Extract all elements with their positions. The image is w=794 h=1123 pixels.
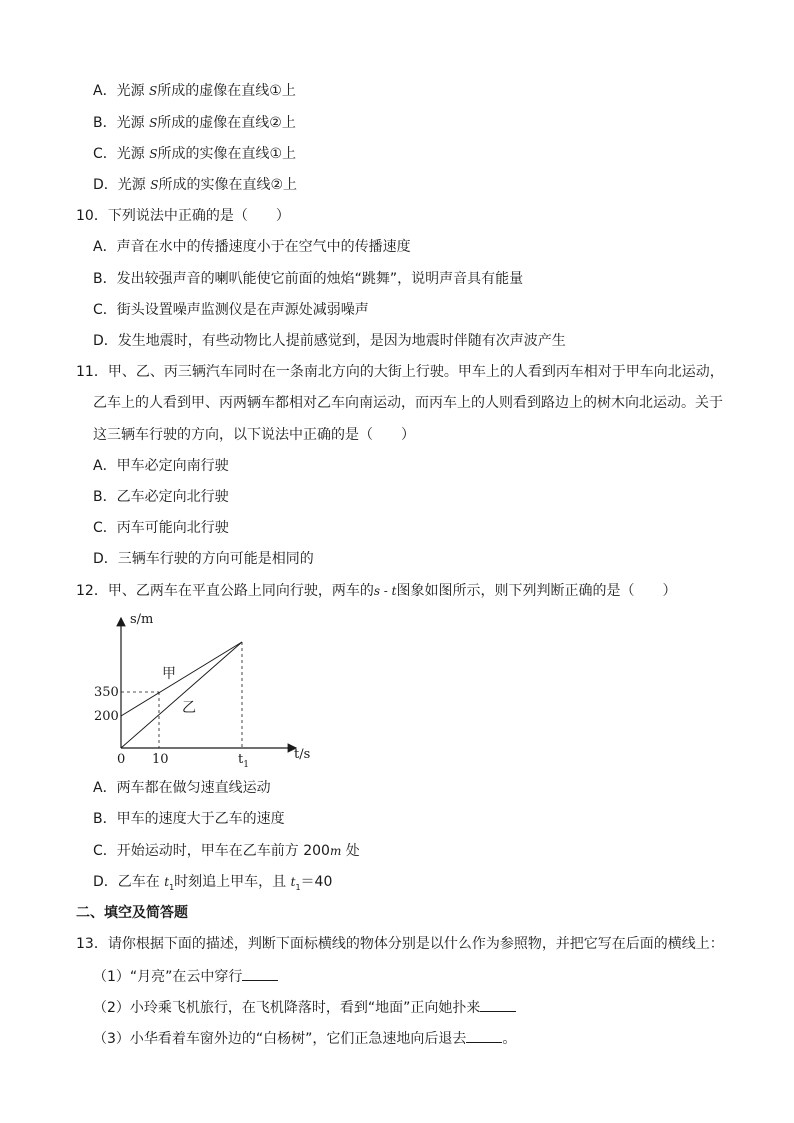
q13-item-2: （2）小玲乘飞机旅行，在飞机降落时，看到“地面”正向她扑来 (93, 997, 516, 1018)
section-heading: 二、填空及简答题 (76, 905, 188, 921)
answer-blank-1[interactable] (242, 966, 278, 981)
q11-option-d: D．三辆车行驶的方向可能是相同的 (93, 551, 314, 567)
q9-option-c: C．光源 S所成的实像在直线①上 (93, 146, 297, 162)
q9-option-d: D．光源 S所成的实像在直线②上 (93, 177, 298, 193)
answer-blank-3[interactable] (466, 1028, 502, 1043)
y-tick-350: 350 (94, 685, 119, 700)
q13-item-1: （1）“月亮”在云中穿行 (93, 966, 278, 987)
q11-stem-line-3: 这三辆车行驶的方向，以下说法中正确的是（ ） (93, 427, 415, 443)
x-tick-t1: $t_1$ (238, 752, 249, 770)
x-tick-10: 10 (152, 752, 169, 767)
q10-option-c: C．街头设置噪声监测仪是在声源处减弱噪声 (93, 302, 369, 318)
q12-stem: 12．甲、乙两车在平直公路上同向行驶，两车的s - t图象如图所示，则下列判断正确的是（ ） (76, 583, 677, 599)
q12-option-b: B．甲车的速度大于乙车的速度 (93, 811, 285, 827)
q11-option-a: A．甲车必定向南行驶 (93, 458, 229, 474)
q13-item-3: （3）小华看着车窗外边的“白杨树”，它们正急速地向后退去 。 (93, 1028, 516, 1049)
q11-option-c: C．丙车可能向北行驶 (93, 520, 229, 536)
q9-option-a: A．光源 S所成的虚像在直线①上 (93, 83, 296, 99)
q10-stem: 10．下列说法中正确的是（ ） (76, 208, 290, 224)
q11-stem-line-1: 11．甲、乙、丙三辆汽车同时在一条南北方向的大街上行驶。甲车上的人看到丙车相对于甲车向北运动， (76, 364, 724, 380)
q12-option-a: A．两车都在做匀速直线运动 (93, 780, 271, 796)
q12-option-d: D．乙车在 $t_1$时刻追上甲车，且 $t_1=40$ (93, 874, 333, 892)
x-axis-label: t/s (294, 747, 311, 762)
label-yi: 乙 (182, 700, 196, 716)
answer-blank-2[interactable] (480, 997, 516, 1012)
q11-option-b: B．乙车必定向北行驶 (93, 489, 229, 505)
label-jia: 甲 (162, 666, 176, 682)
q10-option-a: A．声音在水中的传播速度小于在空气中的传播速度 (93, 239, 411, 255)
q12-option-c: C．开始运动时，甲车在乙车前方 200m 处 (93, 843, 360, 859)
q11-stem-line-2: 乙车上的人看到甲、丙两辆车都相对乙车向南运动，而丙车上的人则看到路边上的树木向北运动。关于 (93, 395, 723, 411)
q13-stem: 13．请你根据下面的描述，判断下面标横线的物体分别是以什么作为参照物，并把它写在后面的横线上： (76, 936, 724, 952)
s-t-graph (90, 606, 320, 776)
line-yi (121, 642, 242, 748)
y-tick-200: 200 (94, 709, 119, 724)
y-axis-label: s/m (130, 612, 154, 627)
q9-option-b: B．光源 S所成的虚像在直线②上 (93, 115, 296, 131)
origin-label: 0 (117, 752, 126, 767)
q10-option-d: D．发生地震时，有些动物比人提前感觉到，是因为地震时伴随有次声波产生 (93, 333, 566, 349)
q10-option-b: B．发出较强声音的喇叭能使它前面的烛焰“跳舞”，说明声音具有能量 (93, 271, 524, 287)
